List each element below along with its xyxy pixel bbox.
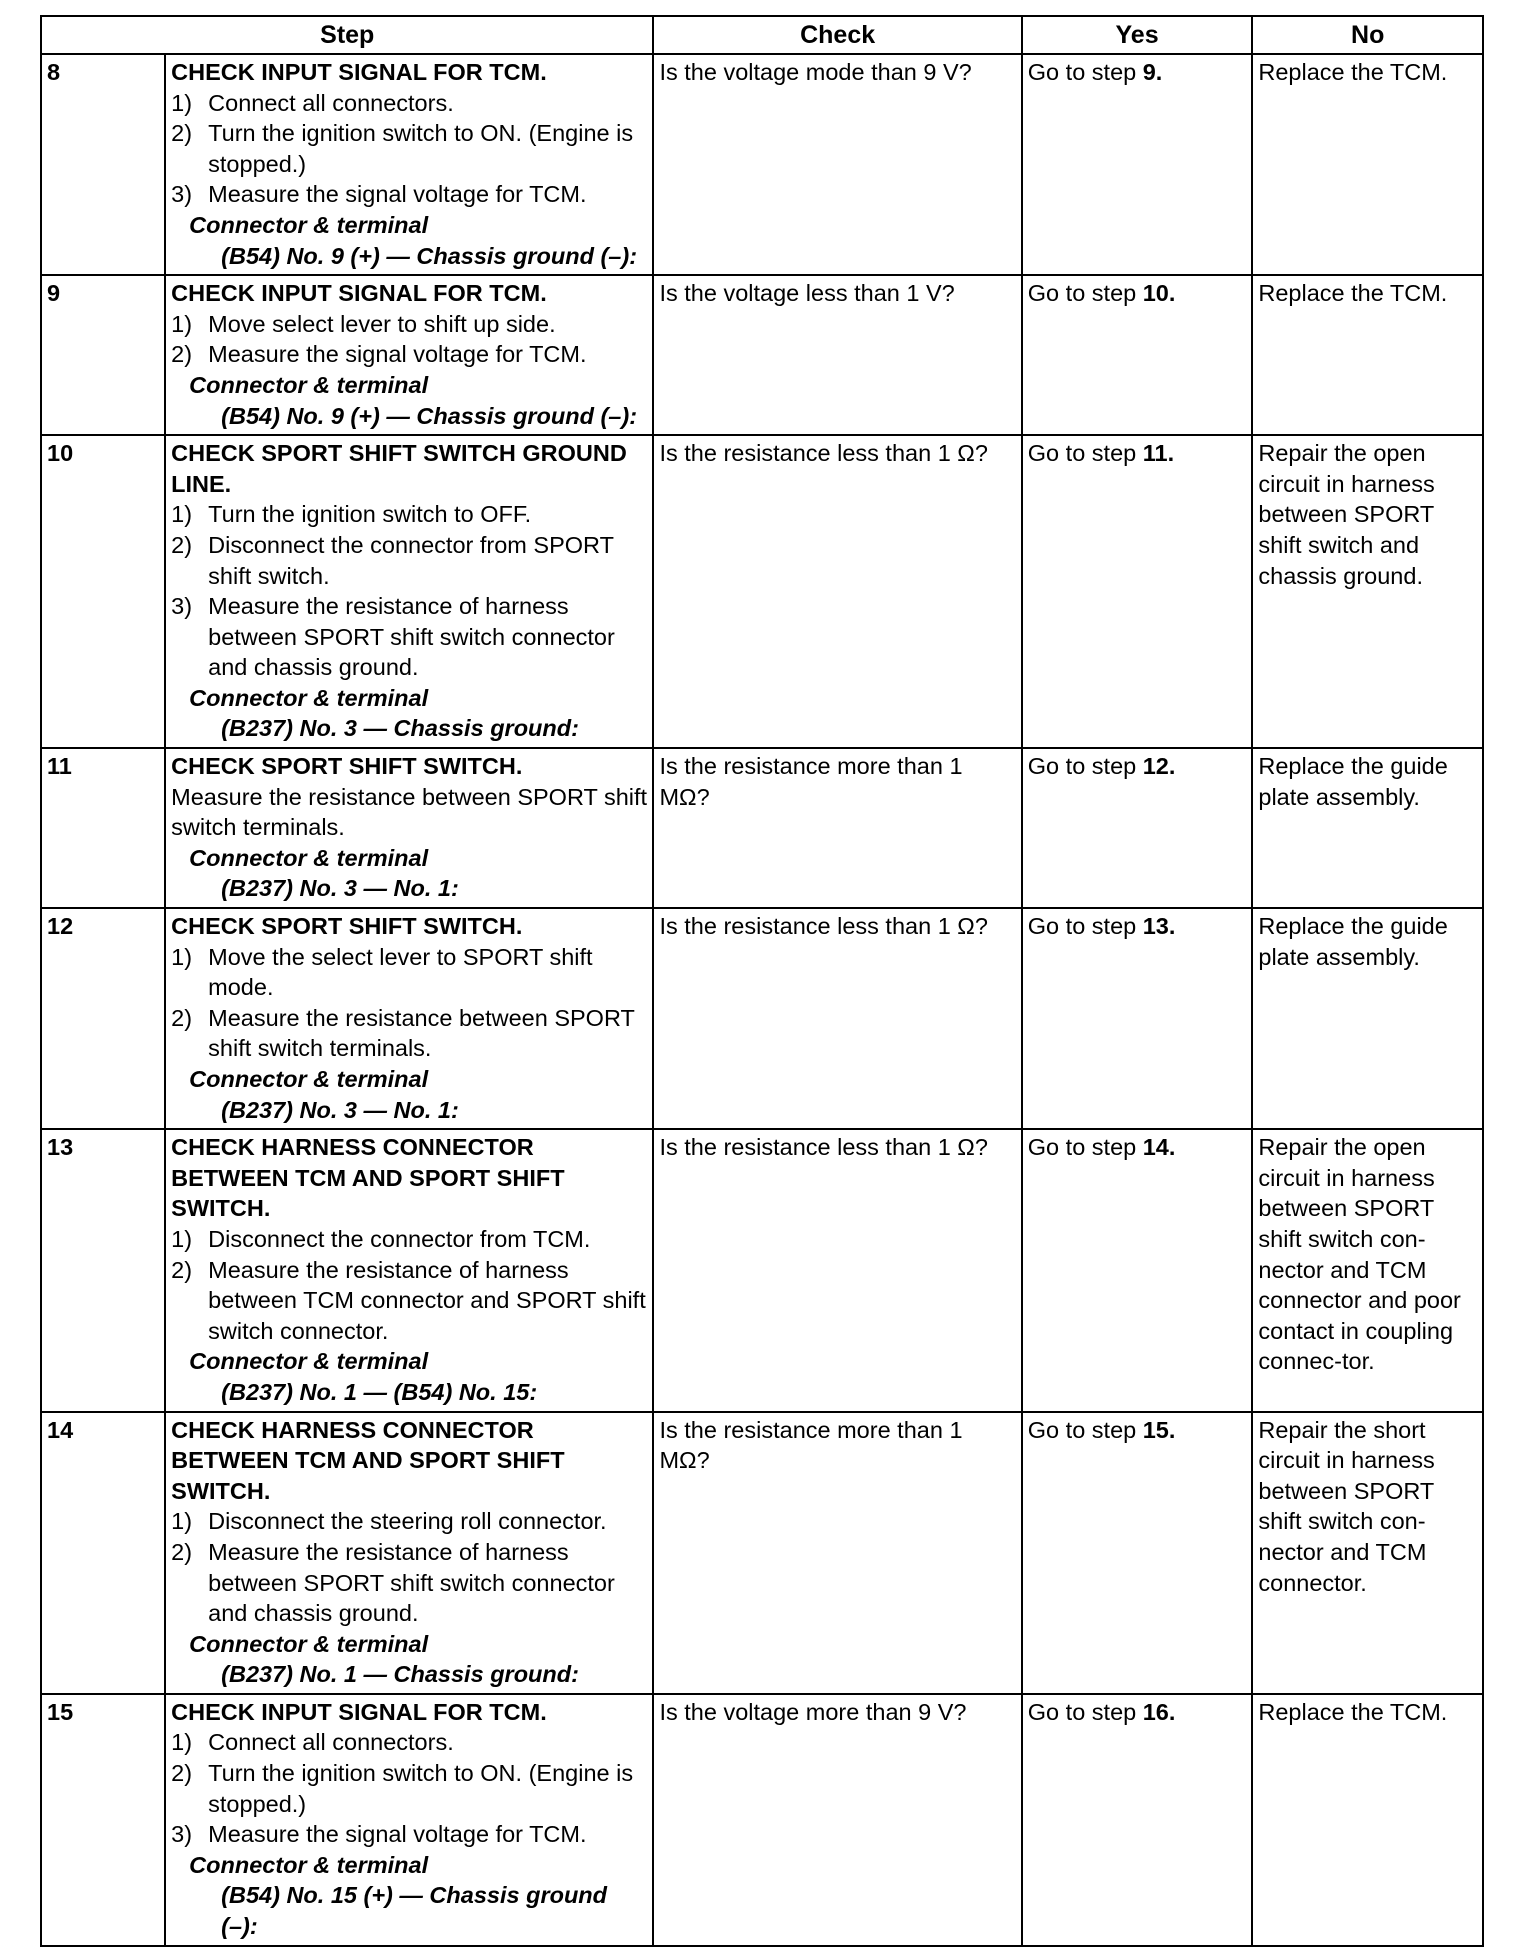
- yes-step-ref: 15.: [1142, 1416, 1176, 1443]
- substep-text: Turn the ignition switch to ON. (Engine is stopped.): [208, 120, 634, 177]
- step-number: 15: [41, 1694, 165, 1946]
- table-row: [41, 54, 1483, 275]
- connector-terminal-value: (B237) No. 3 — Chassis ground:: [221, 715, 579, 742]
- step-title: CHECK HARNESS CONNECTOR BETWEEN TCM AND SPORT SHIFT SWITCH.: [171, 1416, 565, 1504]
- substep: [171, 309, 647, 340]
- step-number: 11: [41, 748, 165, 908]
- connector-terminal-label: Connector & terminal: [189, 211, 429, 238]
- yes-prefix: Go to step: [1027, 1134, 1143, 1161]
- table-row: [41, 1412, 1483, 1694]
- substep-number: 1): [171, 943, 193, 970]
- step-title: CHECK SPORT SHIFT SWITCH GROUND LINE.: [171, 440, 627, 497]
- substep-number: 1): [171, 1508, 193, 1535]
- substep-number: 1): [171, 89, 193, 116]
- step-cell: [165, 908, 653, 1129]
- table-row: [41, 1694, 1483, 1946]
- yes-cell: [1022, 1129, 1253, 1411]
- yes-prefix: Go to step: [1027, 1416, 1143, 1443]
- yes-step-ref: 11.: [1142, 440, 1175, 467]
- yes-step-ref: 12.: [1142, 753, 1176, 780]
- connector-terminal-label: Connector & terminal: [189, 1348, 429, 1375]
- step-title: CHECK INPUT SIGNAL FOR TCM.: [171, 1698, 547, 1725]
- yes-cell: [1022, 748, 1253, 908]
- yes-step-ref: 10.: [1142, 280, 1176, 307]
- substep: [171, 1255, 647, 1347]
- substep-text: Disconnect the steering roll connector.: [208, 1508, 607, 1535]
- substep-text: Disconnect the connector from TCM.: [208, 1225, 591, 1252]
- substep: [171, 591, 647, 683]
- substep: [171, 530, 647, 591]
- table-row: [41, 1129, 1483, 1411]
- no-cell: Repair the short circuit in harness between SPORT shift switch con-nector and TCM connector.: [1252, 1412, 1483, 1694]
- table-row: [41, 435, 1483, 748]
- substep-number: 2): [171, 1538, 193, 1565]
- header-yes: Yes: [1022, 16, 1253, 54]
- substep-number: 2): [171, 1760, 193, 1787]
- table-body: [41, 54, 1483, 1946]
- step-title: CHECK SPORT SHIFT SWITCH.: [171, 913, 523, 940]
- no-cell: Repair the open circuit in harness between SPORT shift switch con-nector and TCM connector and poor contact in coupling connec-tor.: [1252, 1129, 1483, 1411]
- yes-cell: [1022, 1412, 1253, 1694]
- step-title: CHECK INPUT SIGNAL FOR TCM.: [171, 280, 547, 307]
- yes-prefix: Go to step: [1027, 440, 1143, 467]
- connector-terminal-value: (B54) No. 9 (+) — Chassis ground (–):: [221, 242, 638, 269]
- substep-text: Measure the resistance of harness between TCM connector and SPORT shift switch connector.: [208, 1256, 646, 1344]
- substep-text: Measure the resistance of harness between SPORT shift switch connector and chassis ground.: [208, 593, 615, 681]
- step-title: CHECK SPORT SHIFT SWITCH.: [171, 753, 523, 780]
- no-cell: Repair the open circuit in harness between SPORT shift switch and chassis ground.: [1252, 435, 1483, 748]
- substep-number: 1): [171, 501, 193, 528]
- substep-number: 3): [171, 593, 193, 620]
- step-cell: [165, 435, 653, 748]
- yes-cell: [1022, 908, 1253, 1129]
- substep-text: Measure the signal voltage for TCM.: [208, 181, 587, 208]
- yes-step-ref: 13.: [1142, 913, 1176, 940]
- check-cell: Is the voltage mode than 9 V?: [653, 54, 1021, 275]
- check-cell: Is the voltage more than 9 V?: [653, 1694, 1021, 1946]
- no-cell: Replace the TCM.: [1252, 1694, 1483, 1946]
- step-number: 14: [41, 1412, 165, 1694]
- no-cell: Replace the guide plate assembly.: [1252, 748, 1483, 908]
- connector-terminal-value: (B54) No. 9 (+) — Chassis ground (–):: [221, 402, 638, 429]
- step-cell: [165, 1694, 653, 1946]
- substep-text: Disconnect the connector from SPORT shift switch.: [208, 531, 614, 589]
- substep: [171, 1819, 647, 1850]
- yes-prefix: Go to step: [1027, 280, 1143, 307]
- no-cell: Replace the TCM.: [1252, 54, 1483, 275]
- connector-terminal-value: (B237) No. 3 — No. 1:: [221, 1096, 459, 1123]
- no-cell: Replace the TCM.: [1252, 275, 1483, 435]
- step-instruction: Measure the resistance between SPORT shift switch terminals.: [171, 783, 648, 841]
- step-title: CHECK HARNESS CONNECTOR BETWEEN TCM AND SPORT SHIFT SWITCH.: [171, 1134, 565, 1222]
- header-check: Check: [653, 16, 1021, 54]
- substep: [171, 179, 647, 210]
- check-cell: Is the resistance more than 1 MΩ?: [653, 748, 1021, 908]
- step-title: CHECK INPUT SIGNAL FOR TCM.: [171, 59, 547, 85]
- yes-prefix: Go to step: [1027, 1698, 1143, 1725]
- substep-number: 2): [171, 1256, 193, 1283]
- substep: [171, 1758, 647, 1819]
- substep-text: Turn the ignition switch to ON. (Engine is stopped.): [208, 1760, 634, 1817]
- substep: [171, 1003, 647, 1064]
- substep: [171, 499, 647, 530]
- step-cell: [165, 54, 653, 275]
- substep: [171, 1727, 647, 1758]
- step-number: 8: [41, 54, 165, 275]
- connector-terminal-label: Connector & terminal: [189, 684, 429, 711]
- diagnostic-table: [40, 15, 1484, 1947]
- connector-terminal-label: Connector & terminal: [189, 1066, 429, 1092]
- yes-step-ref: 14.: [1142, 1134, 1176, 1161]
- table-row: [41, 748, 1483, 908]
- yes-prefix: Go to step: [1027, 59, 1143, 85]
- connector-terminal-value: (B54) No. 15 (+) — Chassis ground (–):: [221, 1882, 608, 1940]
- step-number: 12: [41, 908, 165, 1129]
- table-row: [41, 908, 1483, 1129]
- check-cell: Is the voltage less than 1 V?: [653, 275, 1021, 435]
- substep-text: Measure the resistance between SPORT shift switch terminals.: [208, 1004, 635, 1062]
- table-row: [41, 275, 1483, 435]
- connector-terminal-value: (B237) No. 3 — No. 1:: [221, 875, 459, 902]
- substep-number: 1): [171, 1225, 193, 1252]
- yes-cell: [1022, 54, 1253, 275]
- substep: [171, 339, 647, 370]
- header-row: [41, 16, 1483, 54]
- yes-prefix: Go to step: [1027, 753, 1143, 780]
- yes-cell: [1022, 435, 1253, 748]
- substep-text: Move the select lever to SPORT shift mode.: [208, 943, 593, 1001]
- connector-terminal-label: Connector & terminal: [189, 371, 429, 398]
- yes-step-ref: 16.: [1142, 1698, 1176, 1725]
- connector-terminal-value: (B237) No. 1 — Chassis ground:: [221, 1661, 579, 1688]
- connector-terminal-label: Connector & terminal: [189, 1851, 429, 1878]
- check-cell: Is the resistance less than 1 Ω?: [653, 908, 1021, 1129]
- yes-cell: [1022, 1694, 1253, 1946]
- step-number: 13: [41, 1129, 165, 1411]
- step-cell: [165, 1412, 653, 1694]
- step-cell: [165, 275, 653, 435]
- no-cell: Replace the guide plate assembly.: [1252, 908, 1483, 1129]
- check-cell: Is the resistance less than 1 Ω?: [653, 1129, 1021, 1411]
- substep-number: 3): [171, 1821, 193, 1848]
- step-number: 9: [41, 275, 165, 435]
- substep-number: 2): [171, 1004, 193, 1031]
- substep: [171, 1506, 647, 1537]
- step-cell: [165, 1129, 653, 1411]
- substep-number: 1): [171, 310, 193, 337]
- header-step: Step: [41, 16, 653, 54]
- substep-text: Connect all connectors.: [208, 1729, 454, 1756]
- substep-text: Connect all connectors.: [208, 89, 454, 116]
- substep: [171, 88, 647, 119]
- substep-number: 3): [171, 181, 193, 208]
- substep-number: 1): [171, 1729, 193, 1756]
- substep-text: Measure the resistance of harness between SPORT shift switch connector and chassis ground.: [208, 1538, 615, 1627]
- substep-text: Move select lever to shift up side.: [208, 310, 556, 337]
- yes-step-ref: 9.: [1142, 59, 1163, 85]
- substep-number: 2): [171, 531, 193, 558]
- connector-terminal-label: Connector & terminal: [189, 844, 429, 871]
- substep-text: Measure the signal voltage for TCM.: [208, 341, 587, 368]
- substep-number: 2): [171, 341, 193, 368]
- substep: [171, 1224, 647, 1255]
- yes-prefix: Go to step: [1027, 913, 1143, 940]
- substep-text: Measure the signal voltage for TCM.: [208, 1821, 587, 1848]
- substep-text: Turn the ignition switch to OFF.: [208, 501, 532, 528]
- yes-cell: [1022, 275, 1253, 435]
- substep: [171, 118, 647, 179]
- step-number: 10: [41, 435, 165, 748]
- connector-terminal-value: (B237) No. 1 — (B54) No. 15:: [221, 1378, 538, 1405]
- step-cell: [165, 748, 653, 908]
- header-no: No: [1252, 16, 1483, 54]
- substep-number: 2): [171, 120, 193, 147]
- check-cell: Is the resistance less than 1 Ω?: [653, 435, 1021, 748]
- substep: [171, 1537, 647, 1629]
- substep: [171, 942, 647, 1003]
- check-cell: Is the resistance more than 1 MΩ?: [653, 1412, 1021, 1694]
- connector-terminal-label: Connector & terminal: [189, 1630, 429, 1657]
